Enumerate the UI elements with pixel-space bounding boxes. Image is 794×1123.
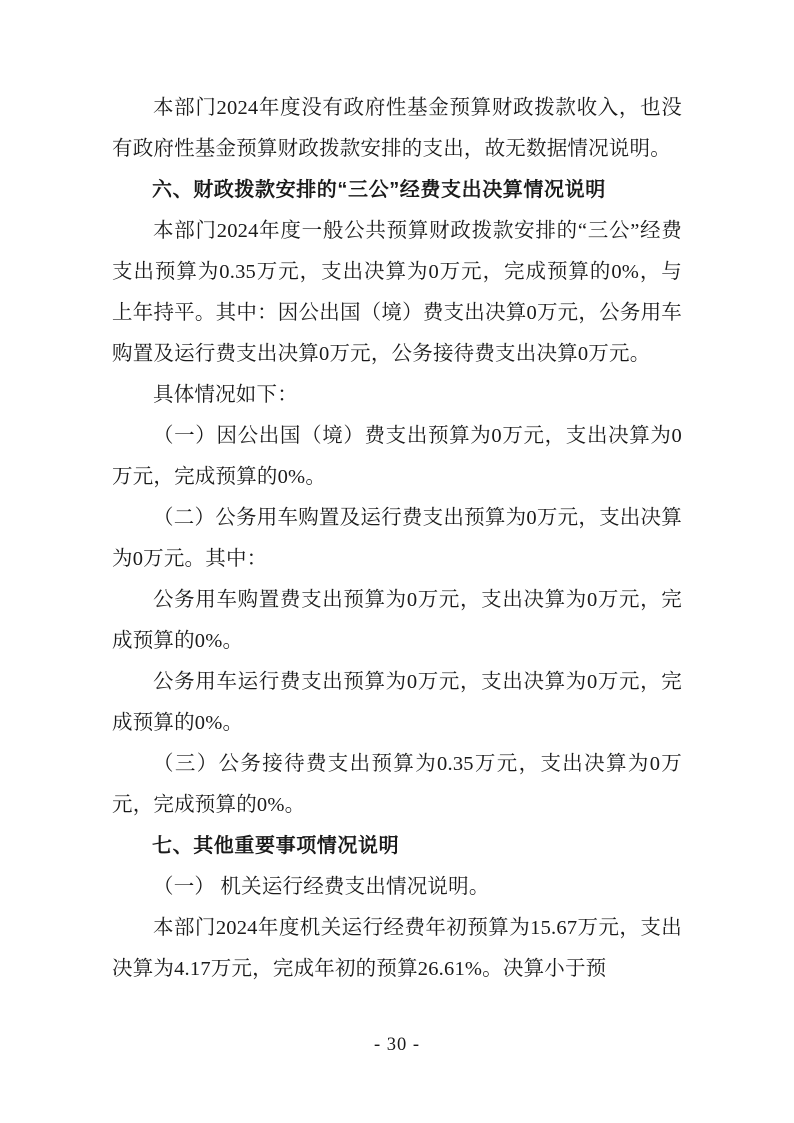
paragraph-vehicle-operation: 公务用车运行费支出预算为0万元，支出决算为0万元，完成预算的0%。 bbox=[112, 671, 682, 734]
paragraph-vehicle-purchase: 公务用车购置费支出预算为0万元，支出决算为0万元，完成预算的0%。 bbox=[112, 589, 682, 652]
paragraph-no-government-fund-budget: 本部门2024年度没有政府性基金预算财政拨款收入，也没有政府性基金预算财政拨款安排的支出，故无数据情况说明。 bbox=[112, 97, 682, 160]
paragraph-item-two-official-vehicles: （二）公务用车购置及运行费支出预算为0万元，支出决算为0万元。其中： bbox=[112, 507, 682, 570]
paragraph-item-three-official-reception: （三）公务接待费支出预算为0.35万元，支出决算为0万元，完成预算的0%。 bbox=[112, 753, 682, 816]
paragraph-details-intro: 具体情况如下： bbox=[153, 384, 298, 406]
paragraph-operating-expenses-detail: 本部门2024年度机关运行经费年初预算为15.67万元，支出决算为4.17万元，完成年初的预算26.61%。决算小于预 bbox=[112, 917, 682, 980]
heading-seven-other-important-matters: 七、其他重要事项情况说明 bbox=[152, 835, 400, 857]
paragraph-three-public-expenses-summary: 本部门2024年度一般公共预算财政拨款安排的“三公”经费支出预算为0.35万元，支出决算为0万元，完成预算的0%，与上年持平。其中：因公出国（境）费支出决算0万元，公务用车购置及运行费支出决算0万元，公务接待费支出决算0万元。 bbox=[112, 220, 682, 365]
heading-six-three-public-expenses: 六、财政拨款安排的“三公”经费支出决算情况说明 bbox=[152, 179, 606, 201]
document-body bbox=[112, 88, 682, 990]
paragraph-item-one-overseas-travel: （一）因公出国（境）费支出预算为0万元，支出决算为0万元，完成预算的0%。 bbox=[112, 425, 682, 488]
paragraph-subitem-one-operating-expenses-title: （一） 机关运行经费支出情况说明。 bbox=[153, 876, 490, 898]
page-number: - 30 - bbox=[373, 1035, 421, 1055]
